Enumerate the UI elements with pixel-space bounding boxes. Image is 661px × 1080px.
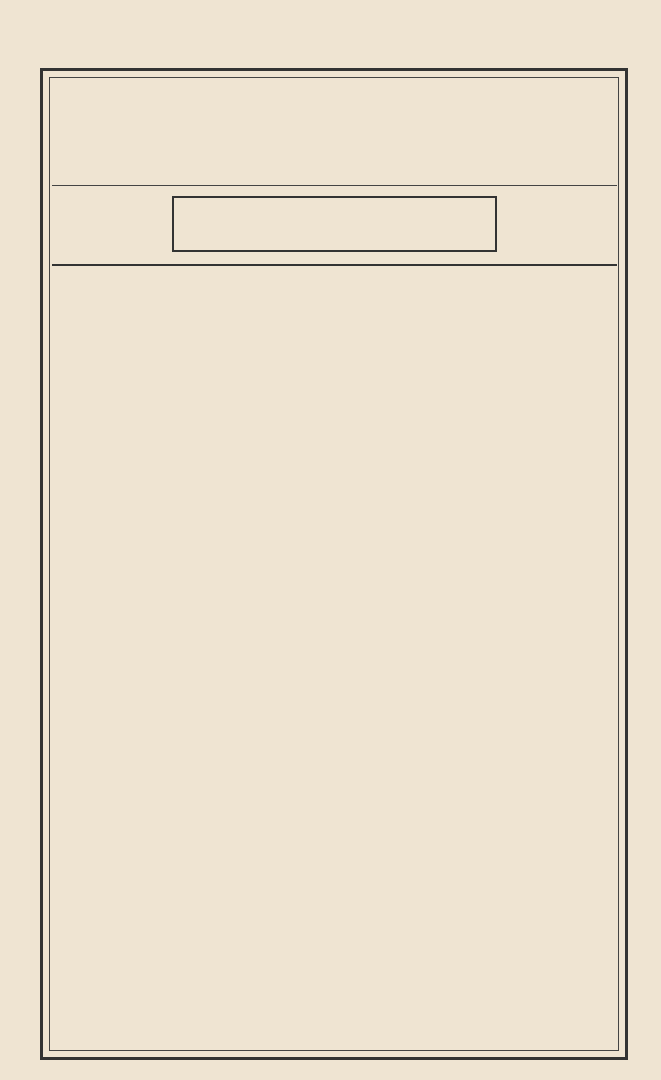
section-title bbox=[172, 196, 497, 252]
continued-synonym-row bbox=[52, 80, 617, 186]
synonym-table bbox=[52, 266, 617, 1048]
section-header bbox=[52, 186, 617, 266]
